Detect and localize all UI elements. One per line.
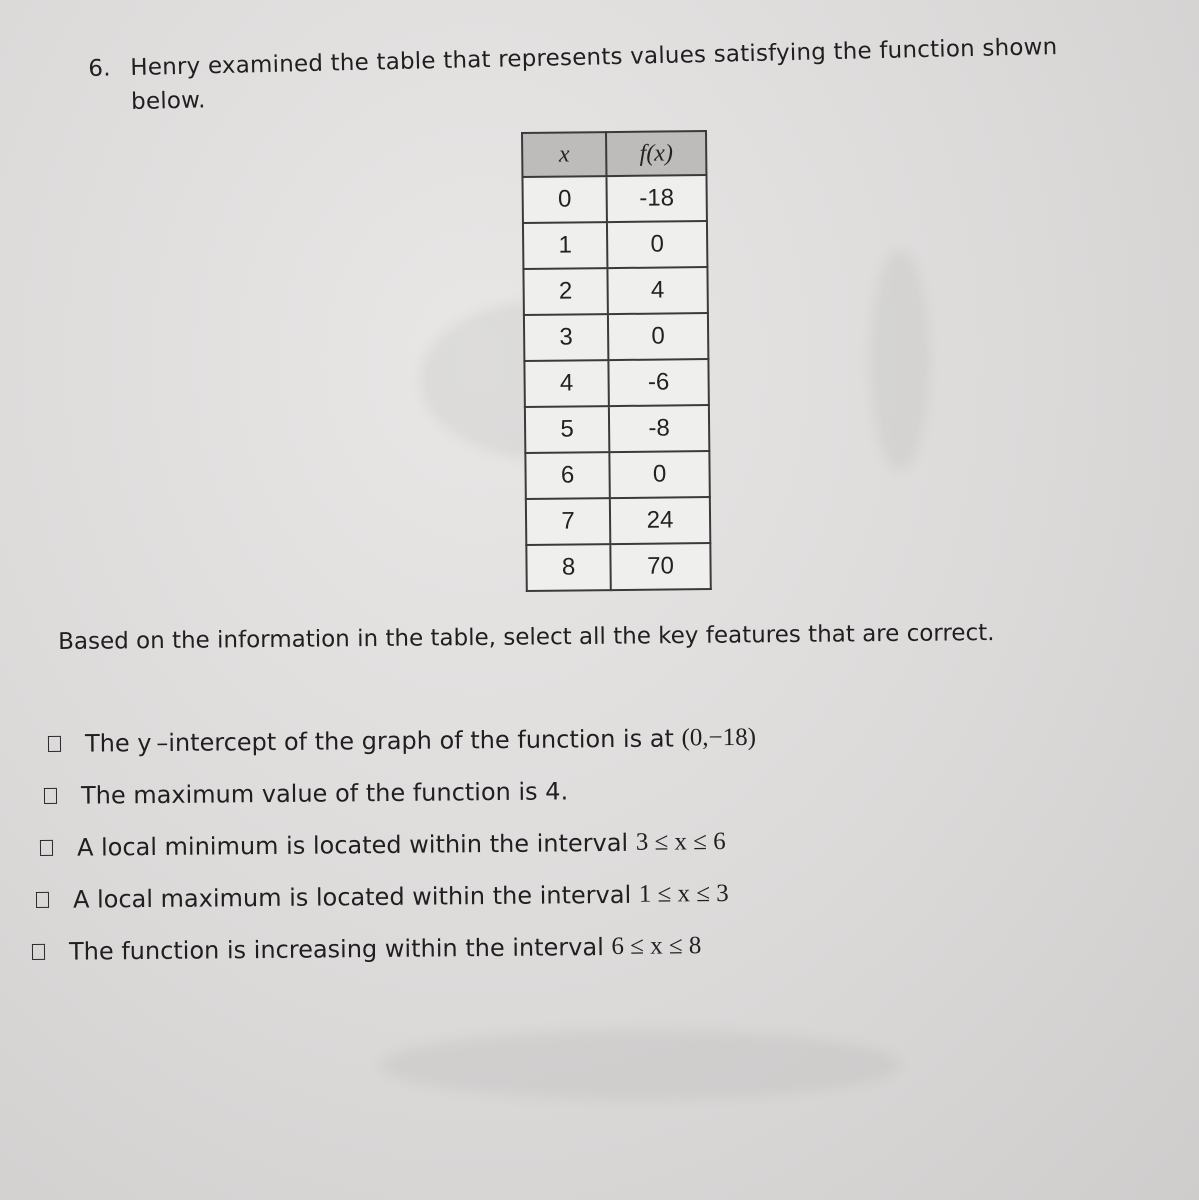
- option-text: The maximum value of the function is 4.: [80, 777, 569, 810]
- table-cell-fx: -18: [606, 175, 706, 222]
- question-text: [88, 28, 1149, 120]
- checkbox-icon[interactable]: [40, 840, 53, 856]
- option-local-minimum[interactable]: [40, 828, 726, 862]
- table-cell-x: 0: [522, 176, 606, 223]
- option-local-maximum[interactable]: [36, 880, 729, 914]
- instruction-prompt: Based on the information in the table, select all the key features that are correct.: [58, 620, 995, 655]
- checkbox-icon[interactable]: [32, 944, 45, 960]
- option-math: 6 ≤ x ≤ 8: [611, 932, 702, 960]
- option-text: The y –intercept of the graph of the function is at: [84, 724, 675, 758]
- function-table: [521, 130, 712, 592]
- option-text: A local minimum is located within the interval: [76, 828, 629, 862]
- table-cell-fx: 0: [608, 313, 708, 360]
- table-row: [524, 359, 708, 407]
- table-cell-x: 7: [526, 498, 610, 545]
- checkbox-icon[interactable]: [44, 788, 57, 804]
- checkbox-icon[interactable]: [36, 892, 49, 908]
- option-increasing-interval[interactable]: [32, 932, 702, 966]
- table-cell-x: 2: [523, 268, 607, 315]
- table-header-fx: f(x): [606, 131, 706, 176]
- table-cell-fx: 4: [607, 267, 707, 314]
- table-cell-fx: 0: [609, 451, 709, 498]
- question-number: 6.: [88, 55, 112, 82]
- table-row: [526, 497, 710, 545]
- table-cell-x: 5: [525, 406, 609, 453]
- option-math: (0,−18): [681, 723, 757, 752]
- option-y-intercept[interactable]: [48, 724, 756, 758]
- paper-smudge: [380, 1030, 900, 1100]
- checkbox-icon[interactable]: [48, 736, 61, 752]
- option-math: 1 ≤ x ≤ 3: [638, 879, 729, 908]
- table-cell-fx: -8: [609, 405, 709, 452]
- table-cell-fx: 70: [610, 543, 710, 590]
- table-row: [524, 313, 708, 361]
- table-row: [525, 405, 709, 453]
- table-cell-fx: 0: [607, 221, 707, 268]
- option-text: A local maximum is located within the interval: [72, 880, 632, 914]
- table-header-x: x: [522, 132, 606, 177]
- table-cell-x: 8: [526, 544, 610, 591]
- table-cell-x: 4: [524, 360, 608, 407]
- table-cell-x: 3: [524, 314, 608, 361]
- table-row: [523, 267, 707, 315]
- option-maximum-value[interactable]: [44, 777, 568, 810]
- paper-smudge: [870, 250, 930, 470]
- table-cell-fx: 24: [610, 497, 710, 544]
- table-row: [526, 543, 710, 591]
- table-cell-x: 1: [523, 222, 607, 269]
- option-text: The function is increasing within the interval: [68, 933, 604, 966]
- table-header-row: [522, 131, 706, 177]
- question-line-2: below.: [130, 87, 206, 116]
- table-cell-fx: -6: [608, 359, 708, 406]
- table-row: [523, 221, 707, 269]
- question-line-1: Henry examined the table that represents values satisfying the function shown: [130, 34, 1058, 82]
- table-row: [525, 451, 709, 499]
- table-row: [522, 175, 706, 223]
- table-cell-x: 6: [525, 452, 609, 499]
- option-math: 3 ≤ x ≤ 6: [635, 828, 726, 856]
